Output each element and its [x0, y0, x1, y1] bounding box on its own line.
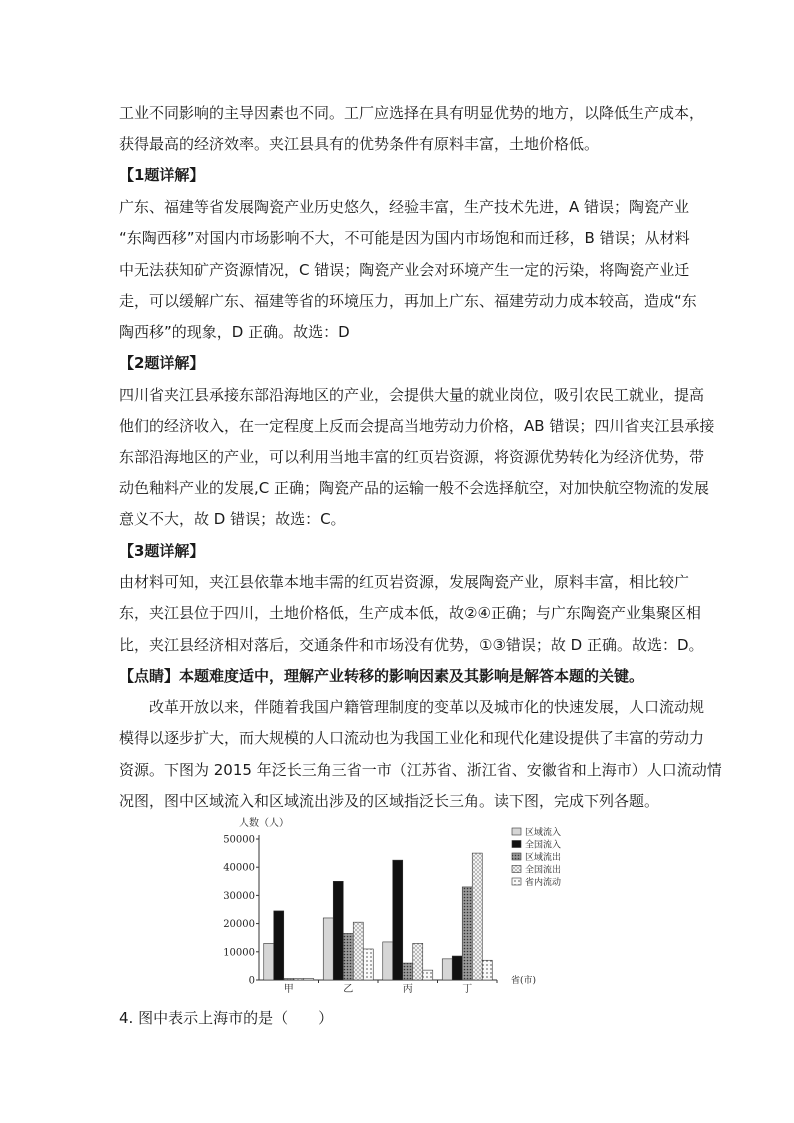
y-axis-label: 人数（人） — [239, 818, 289, 829]
bar-乙-区域流出 — [343, 933, 353, 980]
x-tick-label: 丁 — [462, 984, 473, 995]
legend-label: 全国流出 — [525, 865, 562, 876]
text-line: 走，可以缓解广东、福建等省的环境压力，再加上广东、福建劳动力成本较高，造成“东 — [119, 292, 697, 310]
question-4: 4. 图中表示上海市的是（ ） — [119, 1009, 334, 1027]
bar-丙-区域流入 — [383, 942, 393, 980]
legend-swatch — [512, 828, 521, 835]
text-line: 动色釉料产业的发展,C 正确；陶瓷产品的运输一般不会选择航空，对加快航空物流的发展 — [119, 479, 710, 497]
text-line: 【3题详解】 — [119, 542, 205, 560]
legend-swatch — [512, 841, 521, 848]
text-line: 广东、福建等省发展陶瓷产业历史悠久，经验丰富，生产技术先进，A 错误；陶瓷产业 — [119, 198, 690, 216]
x-tick-label: 乙 — [343, 984, 354, 995]
text-line: 获得最高的经济效率。夹江县具有的优势条件有原料丰富，土地价格低。 — [119, 135, 600, 153]
bar-甲-省内流动 — [304, 979, 314, 980]
y-tick-label: 10000 — [223, 947, 255, 959]
bar-乙-区域流入 — [323, 918, 333, 980]
x-tick-label: 甲 — [283, 984, 294, 995]
bar-丙-全国流入 — [393, 860, 403, 980]
text-line: 东部沿海地区的产业，可以利用当地丰富的红页岩资源，将资源优势转化为经济优势，带 — [119, 448, 705, 466]
legend-label: 省内流动 — [525, 878, 562, 888]
text-line: 比，夹江县经济相对落后，交通条件和市场没有优势，①③错误；故 D 正确。故选：D。 — [119, 636, 704, 654]
bar-乙-全国流出 — [353, 922, 363, 980]
text-line: 意义不大，故 D 错误；故选：C。 — [119, 510, 346, 528]
legend-label: 区域流出 — [525, 853, 562, 863]
text-line: 况图，图中区域流入和区域流出涉及的区域指泛长三角。读下图，完成下列各题。 — [119, 792, 660, 810]
text-line: 模得以逐步扩大，而大规模的人口流动也为我国工业化和现代化建设提供了丰富的劳动力 — [119, 729, 705, 747]
legend-label: 全国流入 — [525, 840, 562, 851]
bar-丙-省内流动 — [423, 970, 433, 980]
legend-swatch — [512, 866, 521, 873]
x-axis-label: 省(市) — [511, 976, 537, 986]
y-tick-label: 0 — [248, 975, 255, 987]
text-line: 【1题详解】 — [119, 166, 205, 184]
text-line: 【2题详解】 — [119, 354, 205, 372]
y-tick-label: 30000 — [223, 890, 255, 902]
text-line: 工业不同影响的主导因素也不同。工厂应选择在具有明显优势的地方，以降低生产成本， — [119, 104, 705, 122]
bar-丁-区域流入 — [442, 959, 452, 980]
bar-乙-省内流动 — [363, 949, 373, 980]
bar-甲-全国流出 — [294, 979, 304, 980]
y-tick-label: 20000 — [223, 919, 255, 931]
text-line: 由材料可知，夹江县依靠本地丰需的红页岩资源，发展陶瓷产业，原料丰富，相比较广 — [119, 573, 690, 591]
bar-丙-区域流出 — [403, 963, 413, 980]
bar-丙-全国流出 — [413, 943, 423, 980]
legend-swatch — [512, 878, 521, 885]
x-tick-label: 丙 — [402, 984, 413, 995]
text-line: 东，夹江县位于四川，土地价格低，生产成本低，故②④正确；与广东陶瓷产业集聚区相 — [119, 604, 701, 622]
legend-label: 区域流入 — [525, 828, 562, 838]
bar-甲-区域流出 — [284, 979, 294, 980]
text-line: 中无法获知矿产资源情况，C 错误；陶瓷产业会对环境产生一定的污染，将陶瓷产业迁 — [119, 261, 690, 279]
text-line: 陶西移”的现象，D 正确。故选：D — [119, 323, 350, 341]
bar-丁-区域流出 — [462, 887, 472, 980]
text-line: “东陶西移”对国内市场影响不大，不可能是因为国内市场饱和而迁移，B 错误；从材料 — [119, 229, 690, 247]
bar-丁-全国流出 — [472, 853, 482, 980]
text-line: 资源。下图为 2015 年泛长三角三省一市（江苏省、浙江省、安徽省和上海市）人口流动情 — [119, 761, 722, 779]
bar-甲-全国流入 — [274, 911, 284, 980]
bar-丁-省内流动 — [482, 960, 492, 980]
legend-swatch — [512, 853, 521, 860]
text-line: 他们的经济收入，在一定程度上反而会提高当地劳动力价格，AB 错误；四川省夹江县承接 — [119, 417, 715, 435]
y-tick-label: 50000 — [223, 834, 255, 846]
text-line: 改革开放以来，伴随着我国户籍管理制度的变革以及城市化的快速发展，人口流动规 — [149, 698, 705, 716]
bar-甲-区域流入 — [264, 943, 274, 980]
bar-乙-全国流入 — [333, 881, 343, 980]
population-flow-chart — [223, 815, 569, 995]
bar-丁-全国流入 — [452, 956, 462, 980]
text-line: 四川省夹江县承接东部沿海地区的产业，会提供大量的就业岗位，吸引农民工就业，提高 — [119, 386, 705, 404]
y-tick-label: 40000 — [223, 862, 255, 874]
text-line: 【点睛】本题难度适中，理解产业转移的影响因素及其影响是解答本题的关键。 — [119, 667, 645, 685]
